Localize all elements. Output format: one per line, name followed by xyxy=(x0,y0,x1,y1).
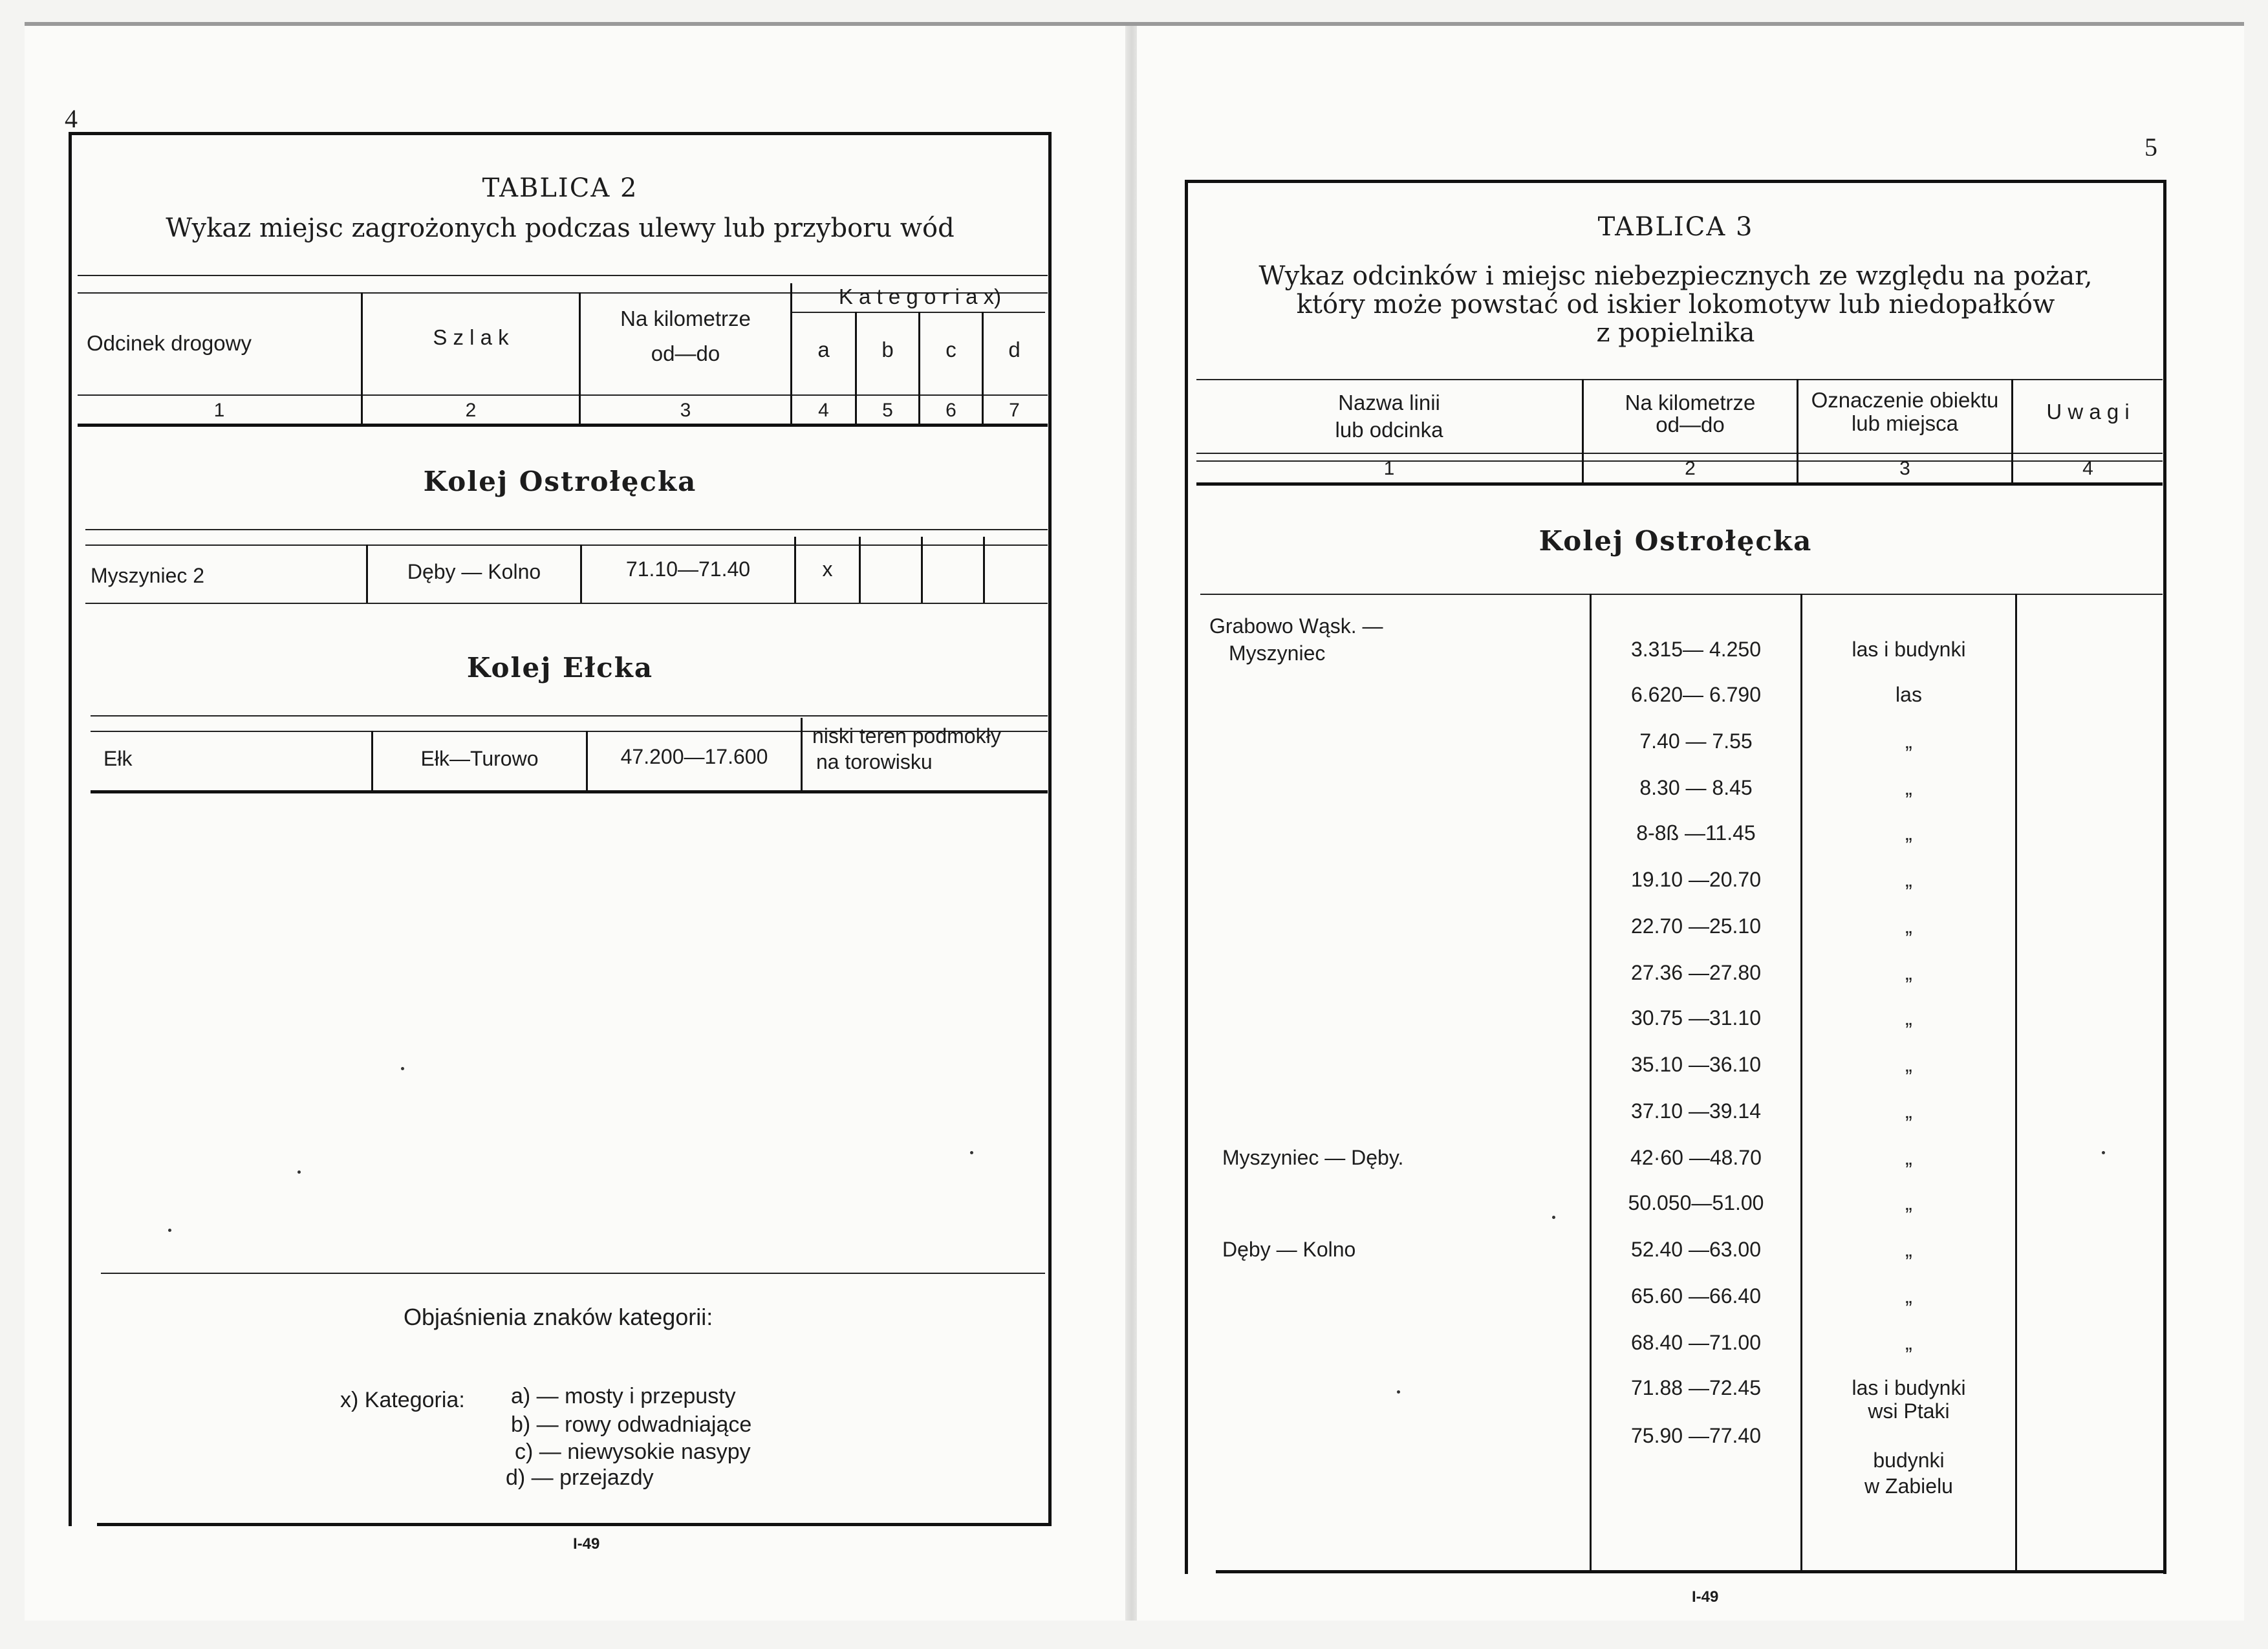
left-colnum-2: 2 xyxy=(465,400,477,421)
right-header-obj-line1: Oznaczenie obiektu xyxy=(1811,388,1999,412)
left-colnum-7: 7 xyxy=(1009,400,1020,421)
left-legend-item-c: c) — niewysokie nasypy xyxy=(515,1439,751,1464)
table-row-km: 19.10 —20.70 xyxy=(1630,868,1762,891)
table-row-object: „ xyxy=(1905,914,1912,938)
left-header-cat-b: b xyxy=(881,338,894,361)
left-row1-odcinek: Myszyniec 2 xyxy=(91,564,205,587)
left-legend-prefix: x) Kategoria: xyxy=(340,1388,465,1412)
left-table-subtitle: Wykaz miejsc zagrożonych podczas ulewy lub przyboru wód xyxy=(166,213,955,243)
table-row-km: 3.315— 4.250 xyxy=(1630,638,1762,661)
left-header-category: K a t e g o r i a x) xyxy=(838,285,1002,308)
table-row-object: las i budynki xyxy=(1852,1376,1966,1399)
right-body-div-3 xyxy=(2015,594,2017,1570)
right-line1-name-b: Myszyniec xyxy=(1229,641,1326,665)
right-table-title: TABLICA 3 xyxy=(1597,212,1754,242)
left-row1-top-line xyxy=(85,544,1048,546)
left-row2-bottom-line xyxy=(91,790,1048,793)
left-table-title: TABLICA 2 xyxy=(482,173,638,203)
left-header-km-line1: Na kilometrze xyxy=(620,307,751,330)
right-subtitle-line1: Wykaz odcinków i miejsc niebezpiecznych ze względu na pożar, xyxy=(1258,261,2093,291)
left-header-odcinek: Odcinek drogowy xyxy=(87,331,252,355)
left-frame-bottom xyxy=(97,1523,1052,1526)
right-header-bottom-line xyxy=(1196,453,2163,454)
left-section1-top-line xyxy=(85,529,1048,530)
right-colnum-bottom-line xyxy=(1196,482,2163,486)
table-row-object: „ xyxy=(1905,1331,1912,1354)
scan-speck xyxy=(970,1151,973,1154)
left-header-bottom-line xyxy=(78,394,1048,396)
right-header-km-line1: Na kilometrze xyxy=(1625,391,1756,415)
table-row-object: „ xyxy=(1905,1099,1912,1123)
right-colnum-1: 1 xyxy=(1383,458,1395,479)
left-colnum-3: 3 xyxy=(680,400,691,421)
left-legend-heading: Objaśnienia znaków kategorii: xyxy=(404,1304,713,1330)
left-legend-item-b: b) — rowy odwadniające xyxy=(511,1412,752,1437)
left-category-divider xyxy=(790,312,1045,313)
left-colnum-5: 5 xyxy=(882,400,893,421)
right-line3-name: Dęby — Kolno xyxy=(1222,1238,1356,1261)
right-colnum-2: 2 xyxy=(1685,458,1696,479)
right-colnum-4: 4 xyxy=(2082,458,2093,479)
left-section-ostroleka: Kolej Ostrołęcka xyxy=(423,466,697,497)
right-section-ostroleka: Kolej Ostrołęcka xyxy=(1539,525,1813,557)
table-row-object: w Zabielu xyxy=(1864,1474,1953,1498)
table-row-km: 30.75 —31.10 xyxy=(1630,1006,1762,1029)
right-header-nazwa-line1: Nazwa linii xyxy=(1338,391,1440,415)
book-gutter xyxy=(1125,26,1138,1621)
table-row-km: 65.60 —66.40 xyxy=(1630,1284,1762,1308)
table-row-km: 27.36 —27.80 xyxy=(1630,961,1762,984)
table-row-object: „ xyxy=(1905,821,1912,845)
table-row-object: „ xyxy=(1905,1284,1912,1308)
table-row-km: 68.40 —71.00 xyxy=(1630,1331,1762,1354)
scan-speck xyxy=(1552,1216,1555,1219)
left-row1-div-5 xyxy=(921,537,923,603)
table-row-object: wsi Ptaki xyxy=(1868,1399,1950,1423)
left-legend-top-line xyxy=(101,1273,1045,1274)
right-line2-name: Myszyniec — Dęby. xyxy=(1222,1146,1404,1169)
left-section-elcka: Kolej Ełcka xyxy=(466,652,654,684)
scan-speck xyxy=(2102,1151,2105,1154)
table-row-km: 50.050—51.00 xyxy=(1628,1191,1764,1214)
table-row-object: „ xyxy=(1905,1146,1912,1169)
table-row-km: 8.30 — 8.45 xyxy=(1639,776,1753,799)
table-row-km: 8-8ß —11.45 xyxy=(1636,821,1756,845)
left-header-cat-c: c xyxy=(945,338,956,361)
right-header-obj-line2: lub miejsca xyxy=(1851,411,1959,435)
table-row-object: „ xyxy=(1905,776,1912,799)
left-row2-km: 47.200—17.600 xyxy=(620,745,768,768)
right-header-uwagi: U w a g i xyxy=(2046,400,2130,424)
left-row2-odcinek: Ełk xyxy=(103,747,133,770)
right-subtitle-line2: który może powstać od iskier lokomotyw lub niedopałków xyxy=(1296,290,2055,319)
table-row-object: budynki xyxy=(1873,1449,1945,1472)
table-row-km: 35.10 —36.10 xyxy=(1630,1053,1762,1076)
left-header-cat-a: a xyxy=(817,338,830,361)
left-row2-note-line2: na torowisku xyxy=(816,750,933,773)
table-row-object: las i budynki xyxy=(1852,638,1966,661)
scan-speck xyxy=(401,1067,404,1070)
left-legend-item-a: a) — mosty i przepusty xyxy=(511,1384,736,1408)
left-legend-item-d: d) — przejazdy xyxy=(506,1465,654,1490)
right-frame-top xyxy=(1185,180,2166,183)
table-row-km: 7.40 — 7.55 xyxy=(1639,729,1753,753)
left-row1-div-6 xyxy=(983,537,985,603)
right-footer-code: I-49 xyxy=(1692,1588,1719,1606)
left-row2-div-3 xyxy=(801,718,803,790)
left-frame-top xyxy=(69,132,1052,135)
left-colnum-bottom-line xyxy=(78,424,1048,427)
left-page-number: 4 xyxy=(65,104,78,133)
right-body-top-line xyxy=(1200,594,2163,595)
left-section2-top-line xyxy=(91,715,1048,717)
table-row-object: „ xyxy=(1905,868,1912,891)
table-row-km: 6.620— 6.790 xyxy=(1630,683,1762,706)
table-row-object: „ xyxy=(1905,729,1912,753)
table-row-object: „ xyxy=(1905,1006,1912,1029)
table-row-object: las xyxy=(1895,683,1922,706)
right-colnum-3: 3 xyxy=(1899,458,1910,479)
table-row-km: 37.10 —39.14 xyxy=(1630,1099,1762,1123)
left-header-top-line xyxy=(78,275,1048,276)
table-row-object: „ xyxy=(1905,1053,1912,1076)
table-row-km: 71.88 —72.45 xyxy=(1630,1376,1762,1399)
right-frame-bottom xyxy=(1216,1570,2166,1573)
table-row-object: „ xyxy=(1905,1191,1912,1214)
left-row2-szlak: Ełk—Turowo xyxy=(420,747,539,770)
left-header-szlak: S z l a k xyxy=(433,325,509,349)
table-row-km: 22.70 —25.10 xyxy=(1630,914,1762,938)
right-header-km-line2: od—do xyxy=(1656,413,1725,436)
table-row-km: 75.90 —77.40 xyxy=(1630,1424,1762,1447)
left-row1-bottom-line xyxy=(85,603,1048,604)
left-row1-div-4 xyxy=(859,537,861,603)
right-header-top-line xyxy=(1196,379,2163,380)
left-header-cat-d: d xyxy=(1008,338,1021,361)
right-line1-name-a: Grabowo Wąsk. — xyxy=(1209,614,1383,638)
scan-speck xyxy=(168,1229,171,1232)
left-row1-szlak: Dęby — Kolno xyxy=(407,560,541,583)
scan-speck xyxy=(297,1170,301,1174)
table-row-object: „ xyxy=(1905,1238,1912,1261)
right-page-number: 5 xyxy=(2144,133,2157,162)
left-footer-code: I-49 xyxy=(573,1535,600,1553)
left-colnum-1: 1 xyxy=(213,400,225,421)
table-row-km: 52.40 —63.00 xyxy=(1630,1238,1762,1261)
right-header-nazwa-line2: lub odcinka xyxy=(1335,418,1443,442)
right-subtitle-line3: z popielnika xyxy=(1596,318,1755,348)
left-header-km-line2: od—do xyxy=(651,341,720,365)
scan-speck xyxy=(1397,1390,1400,1394)
table-row-object: „ xyxy=(1905,961,1912,984)
left-row1-km: 71.10—71.40 xyxy=(625,557,751,581)
left-colnum-4: 4 xyxy=(818,400,829,421)
table-row-km: 42·60 —48.70 xyxy=(1630,1146,1762,1169)
left-row1-cat-a: x xyxy=(822,557,833,581)
left-colnum-6: 6 xyxy=(945,400,956,421)
left-row2-note-line1: niski teren podmokły xyxy=(812,724,1001,748)
